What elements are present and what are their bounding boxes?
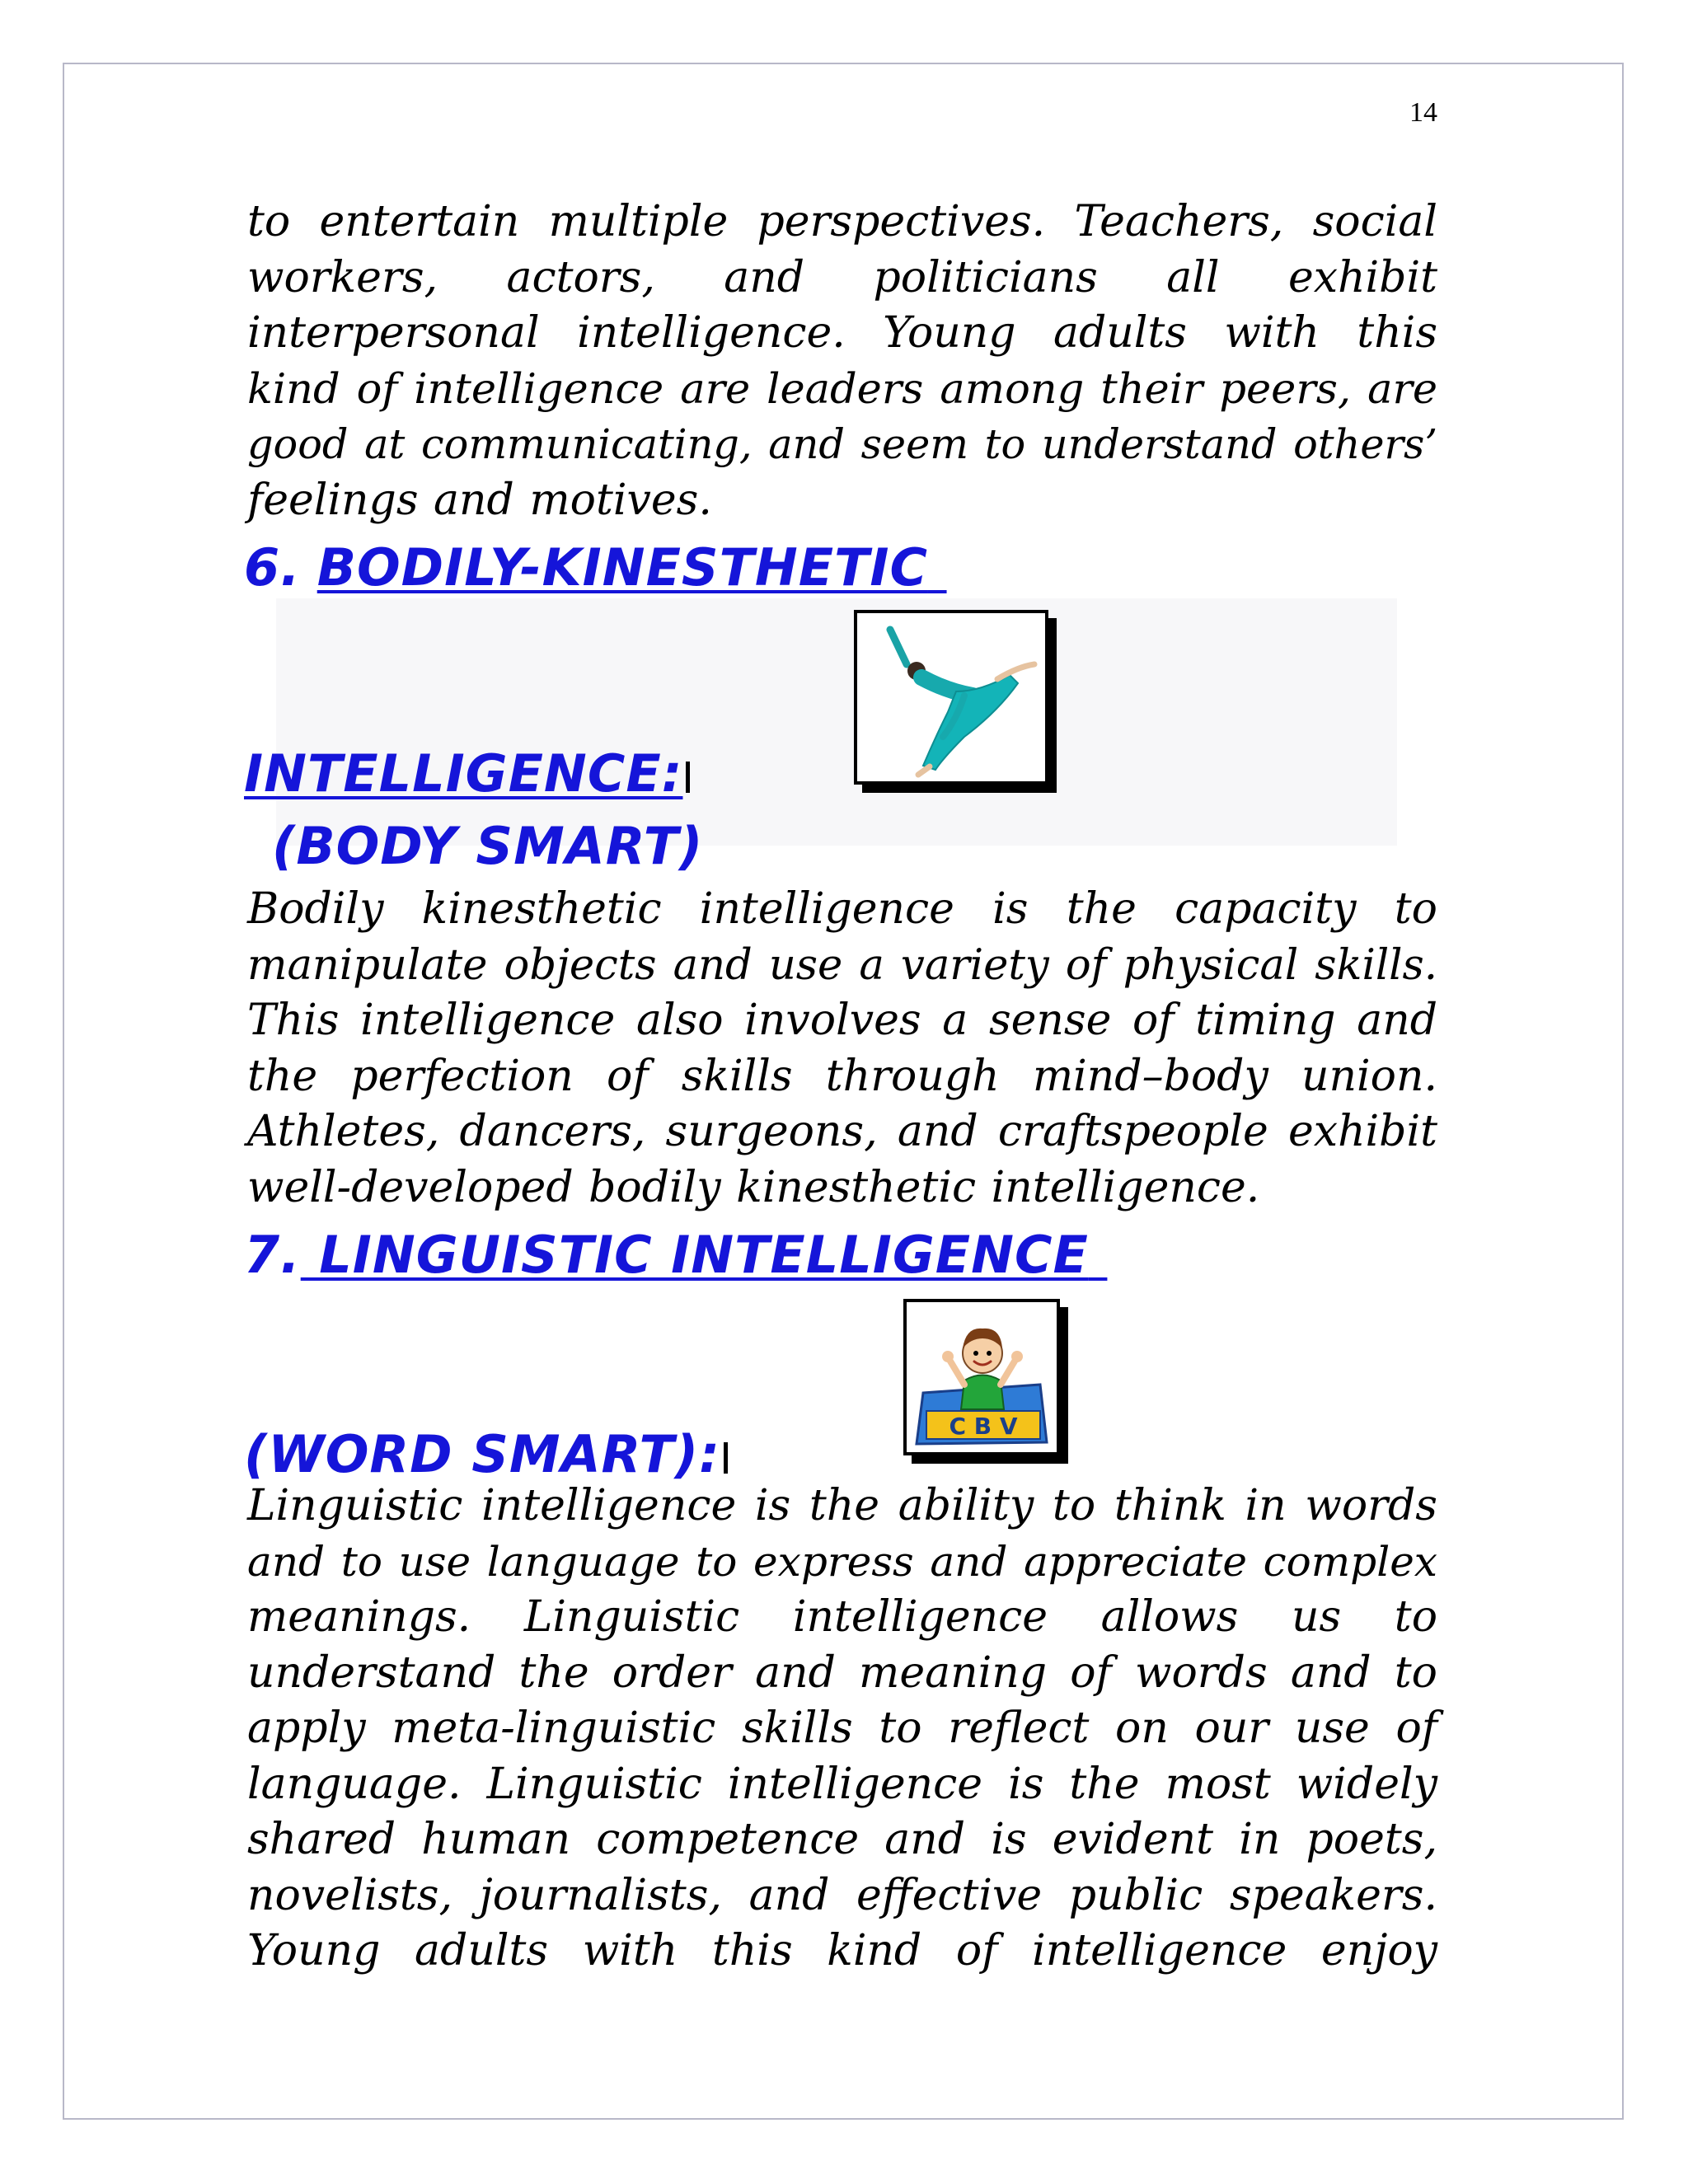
section7-title-line2: (WORD SMART): (244, 1424, 720, 1484)
section7-title: LINGUISTIC INTELLIGENCE (300, 1225, 1089, 1285)
text-line: meanings. Linguistic intelligence allows us to (247, 1592, 1437, 1642)
text-line: novelists, journalists, and effective public speakers. (247, 1870, 1437, 1920)
text-line: workers, actors, and politicians all exhibit (247, 252, 1437, 302)
text-line: Linguistic intelligence is the ability to think in words (247, 1481, 1437, 1530)
text-line: This intelligence also involves a sense of timing and (247, 996, 1437, 1045)
section6-paragraph (247, 882, 1437, 1216)
text-line: language. Linguistic intelligence is the most widely (247, 1759, 1437, 1809)
image-backdrop (276, 598, 1397, 846)
intro-paragraph (247, 194, 1437, 528)
text-line: well-developed bodily kinesthetic intelligence. (247, 1162, 1260, 1212)
section6-title-line2: INTELLIGENCE: (244, 743, 683, 804)
text-line: Athletes, dancers, surgeons, and craftspeople exhibit (247, 1107, 1437, 1156)
section6-heading-line1 (244, 537, 947, 598)
section6-heading-line2 (244, 743, 690, 804)
text-line: understand the order and meaning of words and to (247, 1647, 1437, 1698)
text-cursor-mark (686, 762, 690, 793)
text-line: the perfection of skills through mind–body union. (247, 1051, 1437, 1101)
section6-title: BODILY-KINESTHETIC (316, 537, 928, 598)
text-cursor-mark (724, 1442, 728, 1474)
text-line: feelings and motives. (247, 475, 712, 525)
text-line: to entertain multiple perspectives. Teachers, social (247, 197, 1437, 246)
text-line: kind of intelligence are leaders among their peers, are (247, 364, 1437, 414)
section7-paragraph (247, 1479, 1437, 1980)
section6-subtitle: (BODY SMART) (272, 816, 704, 876)
section7-heading-line2 (244, 1424, 728, 1484)
image-caption: C B V (949, 1413, 1018, 1440)
section7-heading-line1 (244, 1225, 1107, 1285)
text-line: Young adults with this kind of intelligence enjoy (247, 1926, 1437, 1975)
boy-on-letter-blocks-icon (907, 1302, 1057, 1452)
text-line: interpersonal intelligence. Young adults with this (247, 308, 1437, 358)
text-line: and to use language to express and appreciate complex (247, 1537, 1437, 1586)
text-line: shared human competence and is evident in poets, (247, 1815, 1437, 1864)
word-smart-image (903, 1299, 1060, 1455)
text-line: manipulate objects and use a variety of physical skills. (247, 940, 1437, 990)
dancer-icon (857, 613, 1045, 781)
text-line: apply meta-linguistic skills to reflect on our use of (247, 1704, 1437, 1753)
page-number: 14 (1409, 97, 1437, 128)
text-line: good at communicating, and seem to understand others’ (247, 420, 1437, 468)
section7-number: 7. (244, 1225, 301, 1285)
dancer-image (854, 610, 1048, 785)
text-line: Bodily kinesthetic intelligence is the capacity to (247, 884, 1437, 934)
section6-number: 6. (244, 537, 301, 598)
